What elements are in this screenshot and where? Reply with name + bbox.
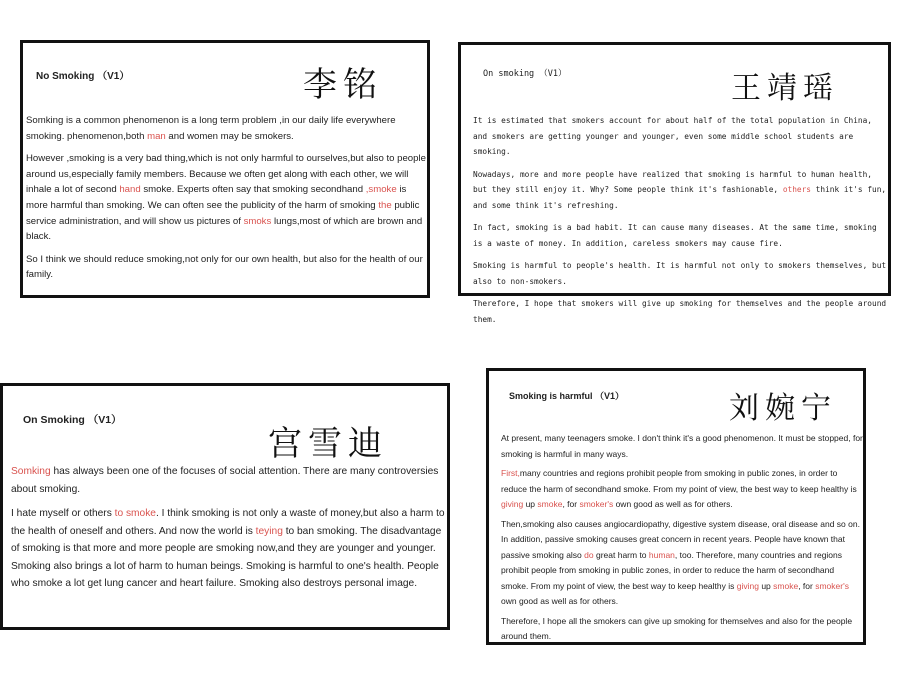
highlighted-error-text: Somking bbox=[11, 466, 51, 477]
highlighted-error-text: hand bbox=[119, 184, 141, 196]
highlighted-error-text: smoke bbox=[773, 580, 799, 591]
paragraph-text: Then,smoking also causes angiocardiopathy, digestive system disease, oral disease and so on. In addition, passive smoking causes great concern in recent years. People have known that passive smoking also bbox=[501, 518, 860, 560]
essay-card-3 bbox=[0, 383, 450, 630]
essay-body bbox=[501, 431, 863, 649]
paragraph-text: I hate myself or others bbox=[11, 508, 115, 519]
highlighted-error-text: to smoke bbox=[114, 508, 156, 519]
paragraph-text: So I think we should reduce smoking,not only for our own health, but also for the health of our family. bbox=[26, 253, 423, 281]
essay-body bbox=[11, 463, 451, 600]
essay-title: No Smoking （V1） bbox=[36, 71, 130, 82]
essay-paragraph bbox=[473, 113, 888, 160]
highlighted-error-text: First, bbox=[501, 468, 520, 478]
paragraph-text: own good as well as for others. bbox=[613, 499, 733, 509]
highlighted-error-text: ,smoke bbox=[365, 184, 397, 196]
essay-title: On Smoking （V1） bbox=[23, 414, 122, 426]
highlighted-error-text: human bbox=[648, 549, 675, 560]
paragraph-text: lungs,most of which are brown and black. bbox=[26, 215, 423, 243]
highlighted-error-text: giving bbox=[736, 580, 759, 591]
essay-paragraph bbox=[501, 431, 863, 462]
essay-paragraph bbox=[501, 614, 863, 645]
essay-paragraph bbox=[11, 463, 451, 498]
paragraph-text: think it's fun, and some think it's refreshing. bbox=[473, 185, 887, 210]
paragraph-text: , for bbox=[562, 499, 580, 509]
paragraph-text: public service administration, and will show us pictures of bbox=[26, 199, 420, 227]
paragraph-text: is more harmful than smoking. We can often see the publicity of the harm of smoking bbox=[26, 184, 407, 211]
paragraph-text: However ,smoking is a very bad thing,which is not only harmful to ourselves,but also to people around us,especially family members. Because we often get along with each other, we will inhale a lot of second bbox=[26, 153, 426, 196]
highlighted-error-text: teying bbox=[255, 525, 283, 537]
author-signature: 宫雪迪 bbox=[268, 424, 388, 464]
paragraph-text: . I think smoking is not only a waste of money,but also a harm to the health of oneself and others. And now the world is bbox=[11, 508, 445, 537]
paragraph-text: Therefore, I hope that smokers will give up smoking for themselves and the people around them. bbox=[473, 299, 887, 324]
essay-body bbox=[473, 113, 888, 334]
essay-card-4 bbox=[486, 368, 866, 645]
paragraph-text: At present, many teenagers smoke. I don't think it's a good phenomenon. It must be stopped, for smoking is harmful in many ways. bbox=[501, 433, 863, 459]
essay-paragraph bbox=[26, 151, 428, 245]
highlighted-error-text: man bbox=[147, 130, 166, 142]
paragraph-text: , too. Therefore, many countries and regions prohibit people from smoking in public zones, in order to reduce the harm of secondhand smoke. From my point of view, the best way to keep healthy is bbox=[501, 549, 843, 591]
paragraph-text: smoke. Experts often say that smoking secondhand bbox=[140, 184, 366, 196]
essay-paragraph bbox=[11, 505, 451, 593]
essay-paragraph bbox=[473, 167, 888, 214]
paragraph-text: many countries and regions prohibit people from smoking in public zones, in order to reduce the harm of secondhand smoke. From my point of view, the best way to keep healthy is bbox=[501, 468, 857, 494]
paragraph-text: great harm to bbox=[593, 549, 649, 560]
highlighted-error-text: giving bbox=[501, 499, 524, 509]
paragraph-text: up bbox=[758, 580, 774, 591]
paragraph-text: to ban smoking. The disadvantage of smoking is that more and more people are smoking now,and they are younger and younger. Smoking also brings a lot of harm to human beings. Smoking is harmful to one's health. People who smoke a lot get lung cancer and heart failure. Smoking also destroys personal image. bbox=[11, 525, 442, 589]
author-signature: 王靖瑶 bbox=[731, 71, 839, 106]
highlighted-error-text: do bbox=[584, 549, 594, 560]
essay-paragraph bbox=[26, 252, 428, 283]
essay-paragraph bbox=[473, 296, 888, 327]
essay-paragraph bbox=[26, 113, 428, 144]
paragraph-text: , for bbox=[798, 580, 816, 591]
highlighted-error-text: the bbox=[378, 199, 392, 211]
paragraph-text: Nowadays, more and more people have realized that smoking is harmful to human health, but they still enjoy it. Why? Some people think it's fashionable, bbox=[473, 169, 873, 194]
paragraph-text: Smoking is harmful to people's health. It is harmful not only to smokers themselves, but also to non-smokers. bbox=[473, 261, 887, 286]
highlighted-error-text: smoker's bbox=[815, 580, 849, 591]
highlighted-error-text: smoke bbox=[537, 499, 563, 509]
paragraph-text: has always been one of the focuses of social attention. There are many controversies about smoking. bbox=[11, 466, 439, 495]
essay-card-2 bbox=[458, 42, 891, 324]
highlighted-error-text: smoks bbox=[243, 215, 272, 227]
essay-paragraph bbox=[473, 220, 888, 251]
essay-body bbox=[26, 113, 428, 290]
essay-card-1 bbox=[20, 40, 430, 298]
paragraph-text: own good as well as for others. bbox=[501, 596, 619, 606]
paragraph-text: In fact, smoking is a bad habit. It can cause many diseases. At the same time, smoking is a waste of money. In addition, careless smokers may cause fire. bbox=[473, 223, 877, 248]
paragraph-text: Somking is a common phenomenon is a long term problem ,in our daily life everywhere smoking. phenomenon,both bbox=[26, 115, 396, 142]
essay-paragraph bbox=[501, 517, 863, 610]
paragraph-text: up bbox=[523, 499, 538, 509]
highlighted-error-text: smoker's bbox=[579, 499, 614, 509]
highlighted-error-text: others bbox=[782, 185, 811, 194]
essay-title: Smoking is harmful （V1） bbox=[509, 391, 625, 401]
paragraph-text: and women may be smokers. bbox=[165, 130, 294, 142]
essay-title: On smoking （V1） bbox=[483, 69, 567, 79]
essay-paragraph bbox=[501, 466, 863, 513]
paragraph-text: It is estimated that smokers account for about half of the total population in China, and smokers are getting younger and younger, even some middle school students are smoking. bbox=[473, 116, 873, 156]
essay-paragraph bbox=[473, 258, 888, 289]
paragraph-text: Therefore, I hope all the smokers can give up smoking for themselves and also for the people around them. bbox=[501, 615, 853, 641]
author-signature: 刘婉宁 bbox=[729, 391, 837, 426]
author-signature: 李铭 bbox=[303, 65, 383, 105]
